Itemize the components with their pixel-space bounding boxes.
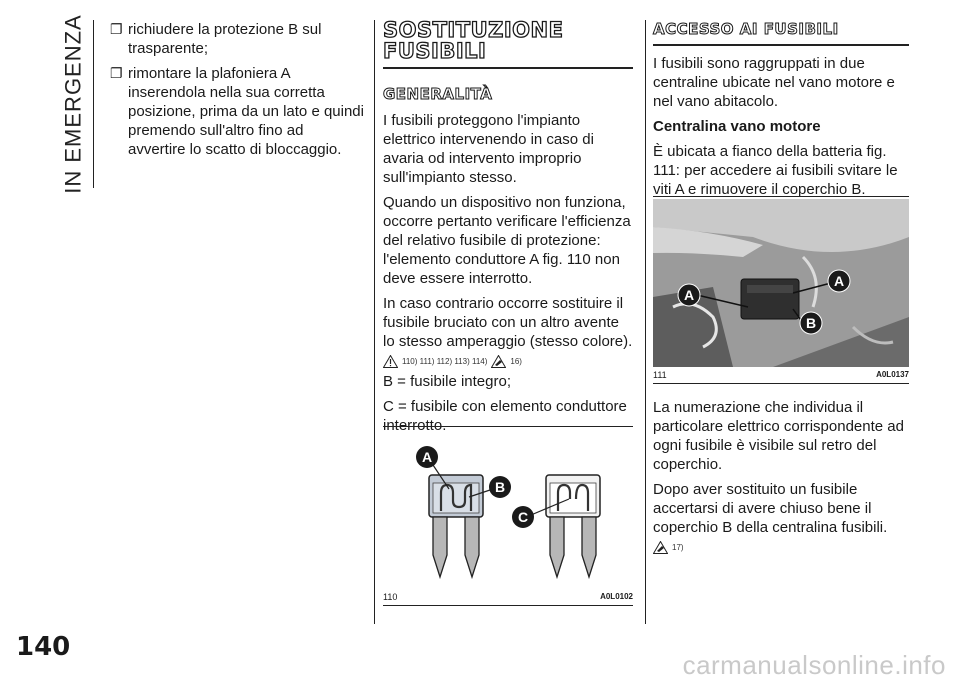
- caution-triangle-icon: [491, 355, 506, 368]
- paragraph: Quando un dispositivo non funziona, occorre pertanto verificare l'efficienza del relativo fusibile di protezione: l'elemento conduttore A fig. 110 non deve essere interrotto.: [383, 194, 631, 287]
- subsection-title: GENERALITÀ: [383, 85, 493, 103]
- column-2: [383, 20, 633, 441]
- bullet-item: [110, 20, 365, 58]
- section-title: SOSTITUZIONE FUSIBILI: [383, 20, 633, 69]
- paragraph: I fusibili sono raggruppati in due centraline ubicate nel vano motore e nel vano abitacolo.: [653, 55, 895, 110]
- paragraph: B = fusibile integro;: [383, 373, 511, 390]
- figure-caption: [383, 592, 633, 602]
- watermark: carmanualsonline.info: [682, 650, 946, 680]
- figure-code: A0L0137: [876, 370, 909, 379]
- column-1: [110, 20, 365, 165]
- column-3: [653, 20, 909, 205]
- checkbox-bullet-icon: ❐: [110, 21, 123, 37]
- figure-111: [653, 196, 909, 384]
- fuse-illustration: [383, 427, 633, 587]
- caution-references: [653, 541, 909, 554]
- caution-triangle-icon: [653, 541, 668, 554]
- blown-fuse: [546, 475, 600, 577]
- callout-b-label: B: [805, 315, 817, 331]
- figure-number: 110: [383, 592, 398, 602]
- checkbox-bullet-icon: ❐: [110, 65, 123, 81]
- paragraph: È ubicata a fianco della batteria fig. 111: per accedere ai fusibili svitare le viti A e rimuovere il coperchio B.: [653, 143, 898, 198]
- warning-reference-numbers: 110) 111) 112) 113) 114): [402, 357, 488, 366]
- callout-a-label: A: [833, 273, 845, 289]
- callout-a-label: A: [683, 287, 695, 303]
- bullet-text: richiudere la protezione B sul trasparente;: [128, 21, 322, 57]
- intact-fuse: [429, 475, 483, 577]
- column-divider-2: [645, 20, 646, 624]
- callout-c-label: C: [517, 509, 529, 525]
- section-title: ACCESSO AI FUSIBILI: [653, 20, 909, 46]
- caution-reference-numbers: 16): [510, 357, 522, 366]
- column-divider-1: [374, 20, 375, 624]
- bullet-text: rimontare la plafoniera A inserendola nella sua corretta posizione, prima da un lato e quindi premendo sull'altro fino ad avvertire lo scatto di bloccaggio.: [128, 65, 364, 158]
- caution-reference-numbers: 17): [672, 543, 684, 552]
- bullet-item: [110, 64, 365, 159]
- column-3-continued: [653, 398, 909, 558]
- warning-triangle-icon: [383, 355, 398, 368]
- paragraph: I fusibili proteggono l'impianto elettrico intervenendo in caso di avaria od intervento improprio sull'impianto stesso.: [383, 112, 594, 186]
- warning-references: [383, 355, 633, 368]
- figure-code: A0L0102: [600, 592, 633, 601]
- paragraph: C = fusibile con elemento conduttore interrotto.: [383, 398, 627, 434]
- section-side-tab-label: IN EMERGENZA: [61, 14, 86, 194]
- callout-a-label: A: [421, 449, 433, 465]
- figure-110: [383, 426, 633, 606]
- paragraph: In caso contrario occorre sostituire il fusibile bruciato con un altro avente lo stesso amperaggio (stesso colore).: [383, 295, 633, 350]
- paragraph: La numerazione che individua il particolare elettrico corrispondente ad ogni fusibile è visibile sul retro del coperchio.: [653, 399, 904, 473]
- figure-number: 111: [653, 370, 667, 380]
- page-number: 140: [16, 632, 71, 662]
- side-tab-rule: [93, 20, 94, 188]
- callout-b-label: B: [494, 479, 506, 495]
- paragraph: Dopo aver sostituito un fusibile accertarsi di avere chiuso bene il coperchio B della centralina fusibili.: [653, 481, 888, 536]
- engine-bay-photo: [653, 197, 909, 367]
- figure-caption: [653, 370, 909, 380]
- section-side-tab: [60, 14, 88, 194]
- subheading: Centralina vano motore: [653, 118, 821, 135]
